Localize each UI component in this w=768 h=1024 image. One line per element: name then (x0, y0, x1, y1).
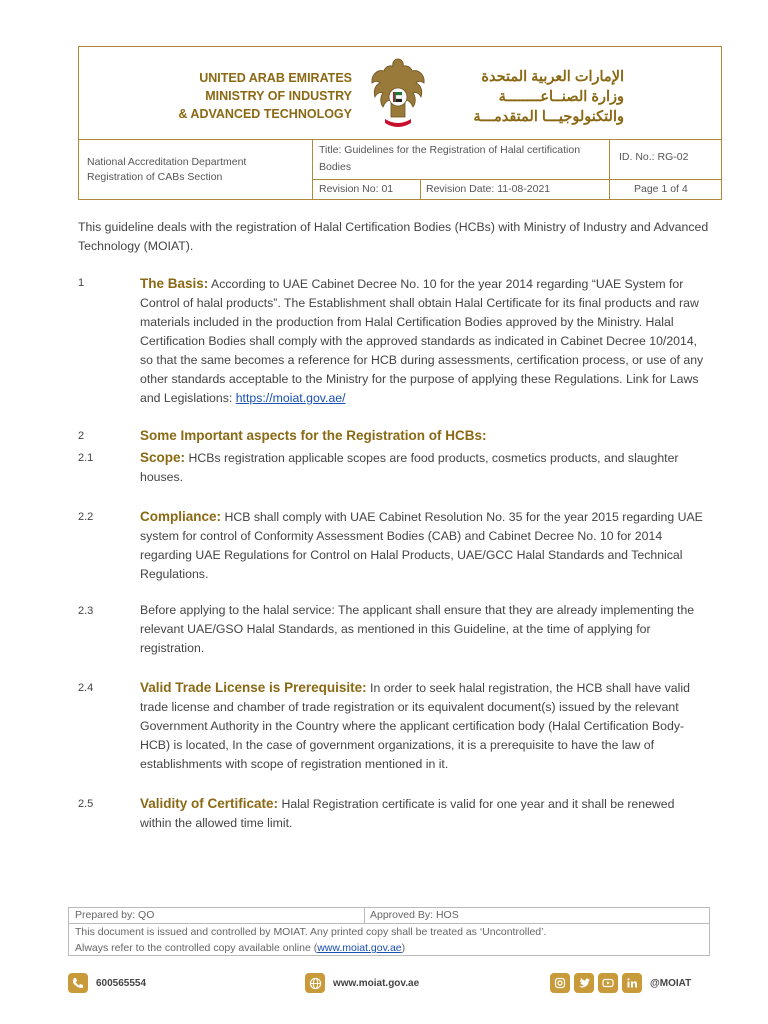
header-banner (79, 47, 721, 140)
revision-date: Revision Date: 11-08-2021 (426, 183, 551, 195)
ministry-name-arabic: الإمارات العربية المتحدة وزارة الصنــاعــــــــة والتكنولوجيـــا المتقدمـــة (473, 69, 624, 125)
globe-icon (305, 973, 325, 993)
section-text: Before applying to the halal service: The applicant shall ensure that they are already implementing the relevant UAE/GSO Halal Standards, as mentioned in this Guideline, at the time of applying for registration. (140, 603, 695, 655)
moiat-website-link[interactable]: www.moiat.gov.ae (317, 942, 402, 954)
phone-number: 600565554 (96, 977, 147, 989)
section-heading: Validity of Certificate: (140, 796, 279, 811)
section-number: 2 (78, 430, 85, 442)
document-id: ID. No.: RG-02 (619, 151, 689, 163)
section-scope (140, 448, 708, 487)
section-heading: Compliance: (140, 509, 222, 524)
instagram-icon[interactable] (550, 973, 570, 993)
link-label: Link for Laws and Legislations: (140, 372, 699, 405)
revision-number: Revision No: 01 (319, 183, 394, 195)
section-heading: Valid Trade License is Prerequisite: (140, 680, 367, 695)
section-text: Halal Registration certificate is valid for one year and it shall be renewed within the allowed time limit. (140, 797, 675, 830)
moiat-laws-link[interactable]: https://moiat.gov.ae/ (235, 391, 346, 405)
document-title: Title: Guidelines for the Registration of Halal certification Bodies (319, 144, 581, 173)
section-number: 1 (78, 277, 85, 289)
phone-contact[interactable] (68, 972, 146, 994)
document-control-footer (68, 907, 710, 956)
section-heading: The Basis: (140, 276, 209, 291)
social-links (550, 971, 691, 995)
website-url: www.moiat.gov.ae (333, 977, 420, 989)
section-number: 2.4 (78, 682, 94, 694)
linkedin-icon[interactable] (622, 973, 642, 993)
section-text: According to UAE Cabinet Decree No. 10 for the year 2014 regarding “UAE System for Control of halal products”. The Establishment shall obtain Halal Certificate for its final products and raw materials included in the production from Halal Certification Bodies approved by the Ministry. Halal Certification Bodies shall comply with the approved standards as indicated in Cabinet Decree 10/2014, so that the same becomes a reference for HCB during assessments, certification process, or use of any other standards acceptable to the Ministry for the purpose of applying these Regulations. (140, 277, 704, 386)
website-contact[interactable] (305, 972, 419, 994)
section-number: 2.1 (78, 452, 94, 464)
intro-paragraph: This guideline deals with the registration of Halal Certification Bodies (HCBs) with Ministry of Industry and Advanced Technology (MOIAT). (78, 220, 709, 253)
control-note: This document is issued and controlled by MOIAT. Any printed copy shall be treated as ‘Uncontrolled’. Always refer to the controlled copy available online (www.moiat.gov.ae) (75, 926, 547, 954)
section-text: In order to seek halal registration, the HCB shall have valid trade license and chamber of trade registration or its equivalent document(s) issued by the relevant Government Authority in the Country where the applicant certification body (Halal Certification Body-HCB) is located, In the case of government organizations, it is a prerequisite to have the law of establishments with scope of registration mentioned in it. (140, 681, 690, 771)
prepared-by: Prepared by: QO (75, 909, 155, 921)
youtube-icon[interactable] (598, 973, 618, 993)
twitter-icon[interactable] (574, 973, 594, 993)
section-basis (140, 274, 708, 408)
section-number: 2.5 (78, 798, 94, 810)
section-compliance (140, 507, 708, 584)
section-important-aspects (140, 426, 708, 446)
page-number: Page 1 of 4 (634, 183, 688, 195)
uae-falcon-emblem-icon (367, 55, 429, 133)
section-text: HCBs registration applicable scopes are food products, cosmetics products, and slaughter houses. (140, 451, 679, 484)
department-label: National Accreditation Department Registration of CABs Section (87, 156, 247, 183)
section-before-applying (140, 601, 708, 658)
document-header (78, 46, 722, 200)
section-text: HCB shall comply with UAE Cabinet Resolution No. 35 for the year 2015 regarding UAE system for control of Conformity Assessment Bodies (CAB) and Cabinet Decree No. 10 for 2014 regarding UAE Regulations for Control on Halal Products, UAE/GCC Halal Standards and Technical Regulations. (140, 510, 703, 581)
section-number: 2.3 (78, 605, 94, 617)
section-validity (140, 794, 708, 833)
approved-by: Approved By: HOS (370, 909, 459, 921)
section-trade-license (140, 678, 708, 774)
ministry-name-english: UNITED ARAB EMIRATES MINISTRY OF INDUSTRY & ADVANCED TECHNOLOGY (178, 71, 352, 121)
section-heading: Some Important aspects for the Registration of HCBs: (140, 428, 487, 443)
section-number: 2.2 (78, 511, 94, 523)
phone-icon (68, 973, 88, 993)
section-heading: Scope: (140, 450, 186, 465)
social-handle: @MOIAT (650, 977, 692, 989)
